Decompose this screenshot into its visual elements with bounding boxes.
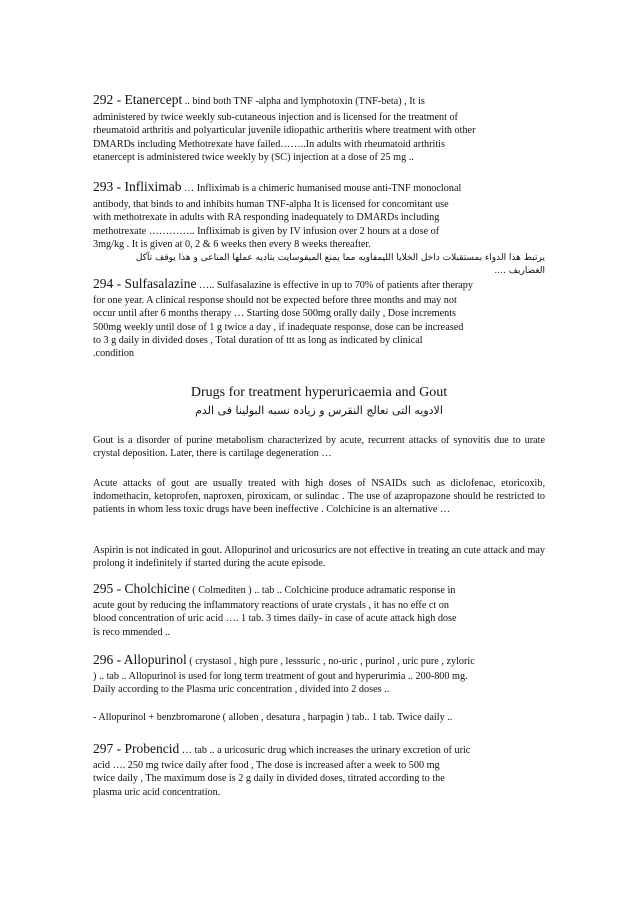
etanercept-line-3: rheumatoid arthritis and polyarticular juvenile idiopathic artheritis where treatment with other xyxy=(93,125,476,137)
sulfasalazine-heading: 294 - Sulfasalazine xyxy=(93,276,197,291)
etanercept-line-4: DMARDs including Methotrexate have failed……..In adults with rheumatoid arthritis xyxy=(93,138,445,150)
probencid-line-2: acid …. 250 mg twice daily after food , The dose is increased after a week to 500 mg xyxy=(93,760,440,772)
section-allopurinol xyxy=(93,653,545,724)
section-etanercept xyxy=(93,93,545,164)
section-colchicine xyxy=(93,582,545,639)
gout-section-title: Drugs for treatment hyperuricaemia and Gout xyxy=(190,385,448,400)
sulfasalazine-line-5: to 3 g daily in divided doses , Total duration of ttt as long as indicated by clinical xyxy=(93,334,423,346)
infliximab-line-2: antibody, that binds to and inhibits human TNF-alpha It is licensed for concomitant use xyxy=(93,199,449,211)
infliximab-heading: 293 - Infliximab xyxy=(93,179,182,194)
gout-paragraph-2: Acute attacks of gout are usually treated with high doses of NSAIDs such as diclofenac, etoricoxib, indomethacin, ketoprofen, naproxen, piroxicam, or sulindac . The use of azapropazone should be restricted to patients in whom less toxic drugs have been ineffective . Colchicine is an alternative … xyxy=(93,478,545,516)
sulfasalazine-line-1: 294 - Sulfasalazine ….. Sulfasalazine is effective in up to 70% of patients after therapy xyxy=(93,276,473,291)
colchicine-line-4: is reco mmended .. xyxy=(93,626,171,638)
colchicine-line-3: blood concentration of uric acid …. 1 tab. 3 times daily- in case of acute attack high dose xyxy=(93,613,457,625)
gout-paragraph-1: Gout is a disorder of purine metabolism characterized by acute, recurrent attacks of synovitis due to urate crystal deposition. Later, there is cartilage degeneration … xyxy=(93,435,545,460)
section-infliximab xyxy=(93,180,545,278)
colchicine-line-2: acute gout by reducing the inflammatory reactions of urate crystals , it has no effe ct on xyxy=(93,600,449,612)
colchicine-line-1: 295 - Cholchicine ( Colmediten ) .. tab .. Colchicine produce adramatic response in xyxy=(93,581,456,596)
infliximab-line-4: methotrexate ………….. Infliximab is given by IV infusion over 2 hours at a dose of xyxy=(93,225,440,237)
allopurinol-line-3: Daily according to the Plasma uric concentration , divided into 2 doses .. xyxy=(93,684,390,696)
sulfasalazine-line-2: for one year. A clinical response should not be expected before three months and may not xyxy=(93,295,457,307)
etanercept-line-1: 292 - Etanercept .. bind both TNF -alpha and lymphotoxin (TNF-beta) , It is xyxy=(93,92,425,107)
allopurinol-line-1: 296 - Allopurinol ( crystasol , high pure , lesssuric , no-uric , purinol , uric pure , zyloric xyxy=(93,652,475,667)
allopurinol-heading: 296 - Allopurinol xyxy=(93,652,187,667)
infliximab-line-5: 3mg/kg . It is given at 0, 2 & 6 weeks then every 8 weeks thereafter. xyxy=(93,238,371,250)
infliximab-line-3: with methotrexate in adults with RA responding inadequately to DMARDs including xyxy=(93,212,440,224)
etanercept-heading: 292 - Etanercept xyxy=(93,92,183,107)
sulfasalazine-line-4: 500mg weekly until dose of 1 g twice a day , if inadequate response, dose can be increased xyxy=(93,321,464,333)
infliximab-line-1: 293 - Infliximab … Infliximab is a chimeric humanised mouse anti-TNF monoclonal xyxy=(93,179,462,194)
infliximab-arabic-line-2: الغضاريف .... xyxy=(494,266,545,277)
colchicine-heading: 295 - Cholchicine xyxy=(93,581,190,596)
sulfasalazine-line-3: occur until after 6 months therapy … Starting dose 500mg orally daily , Dose increments xyxy=(93,308,456,320)
probencid-heading: 297 - Probencid xyxy=(93,741,180,756)
probencid-line-4: plasma uric acid concentration. xyxy=(93,786,221,798)
etanercept-line-2: administered by twice weekly sub-cutaneous injection and is licensed for the treatment of xyxy=(93,112,458,124)
probencid-line-1: 297 - Probencid … tab .. a uricosuric drug which increases the urinary excretion of uric xyxy=(93,741,471,756)
infliximab-arabic-line-1: يرتبط هذا الدواء بمستقبلات داخل الخلايا الليمفاويه مما يمنع الميفوسايت بتاديه عملها المناعى و هذا يوقف تآكل xyxy=(135,253,545,264)
sulfasalazine-line-6: .condition xyxy=(93,348,135,360)
allopurinol-line-2: ) .. tab .. Allopurinol is used for long term treatment of gout and hyperurimia .. 200-800 mg. xyxy=(93,671,468,683)
gout-paragraph-3: Aspirin is not indicated in gout. Allopurinol and uricosurics are not effective in treating an cute attack and may prolong it indefinitely if started during the acute episode. xyxy=(93,545,545,570)
allopurinol-line-4: - Allopurinol + benzbromarone ( alloben , desatura , harpagin ) tab.. 1 tab. Twice daily .. xyxy=(93,711,453,723)
gout-section-title-arabic: الادويه التى تعالج النقرس و زياده نسبه البولينا فى الدم xyxy=(195,404,443,417)
section-sulfasalazine xyxy=(93,277,545,360)
etanercept-line-5: etanercept is administered twice weekly by (SC) injection at a dose of 25 mg .. xyxy=(93,151,414,163)
section-probencid xyxy=(93,742,545,799)
probencid-line-3: twice daily , The maximum dose is 2 g daily in divided doses, titrated according to the xyxy=(93,773,445,785)
